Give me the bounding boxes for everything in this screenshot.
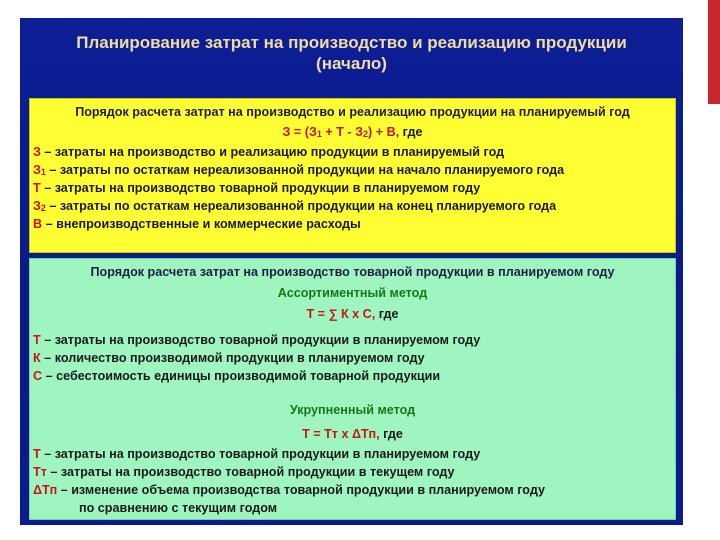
legend-line: Т – затраты на производство товарной продукции в планируемом году <box>33 447 481 461</box>
formula-part: З = (З <box>282 125 317 139</box>
aggregated-method-title: Укрупненный метод <box>289 403 416 417</box>
assortment-legend <box>33 331 480 385</box>
formula-part: + Т - З <box>321 125 364 139</box>
formula-subscript: 1 <box>316 129 322 139</box>
accent-bar <box>708 0 720 104</box>
legend-line: З – затраты на производство и реализацию продукции в планируемый год <box>33 145 505 159</box>
legend-line: Т – затраты на производство товарной продукции в планируемом году <box>33 181 481 195</box>
total-costs-panel <box>29 98 676 253</box>
slide-title <box>20 32 683 74</box>
aggregated-legend <box>33 445 545 517</box>
product-costs-header: Порядок расчета затрат на производство товарной продукции в планируемом году <box>90 265 615 279</box>
legend-line: З2 – затраты по остаткам нереализованной продукции на конец планируемого года <box>33 199 557 213</box>
legend-continuation: по сравнению с текущим годом <box>79 501 278 515</box>
assortment-method-title: Ассортиментный метод <box>277 286 428 300</box>
legend-line: ΔТп – изменение объема производства товарной продукции в планируемом году <box>33 483 545 497</box>
title-line-1: Планирование затрат на производство и реализацию продукции <box>76 33 627 52</box>
formula-subscript: 2 <box>363 129 369 139</box>
legend-line: В – внепроизводственные и коммерческие расходы <box>33 217 361 231</box>
legend-line: Т – затраты на производство товарной продукции в планируемом году <box>33 333 481 347</box>
legend-line: К – количество производимой продукции в планируемом году <box>33 351 425 365</box>
assortment-formula: Т = ∑ К х С, где <box>306 307 399 321</box>
formula-part: ) + В, <box>368 125 400 139</box>
total-costs-header: Порядок расчета затрат на производство и реализацию продукции на планируемый год <box>75 105 630 119</box>
total-costs-legend <box>33 143 564 233</box>
total-costs-formula <box>30 125 675 139</box>
legend-line: Тт – затраты на производство товарной продукции в текущем году <box>33 465 455 479</box>
legend-line: З1 – затраты по остаткам нереализованной продукции на начало планируемого года <box>33 163 565 177</box>
slide <box>20 18 683 525</box>
title-line-2: (начало) <box>316 54 387 73</box>
product-costs-panel <box>29 258 676 520</box>
legend-line: С – себестоимость единицы производимой товарной продукции <box>33 369 441 383</box>
formula-where: где <box>399 125 423 139</box>
aggregated-formula: Т = Тт х ΔТп, где <box>302 427 403 441</box>
